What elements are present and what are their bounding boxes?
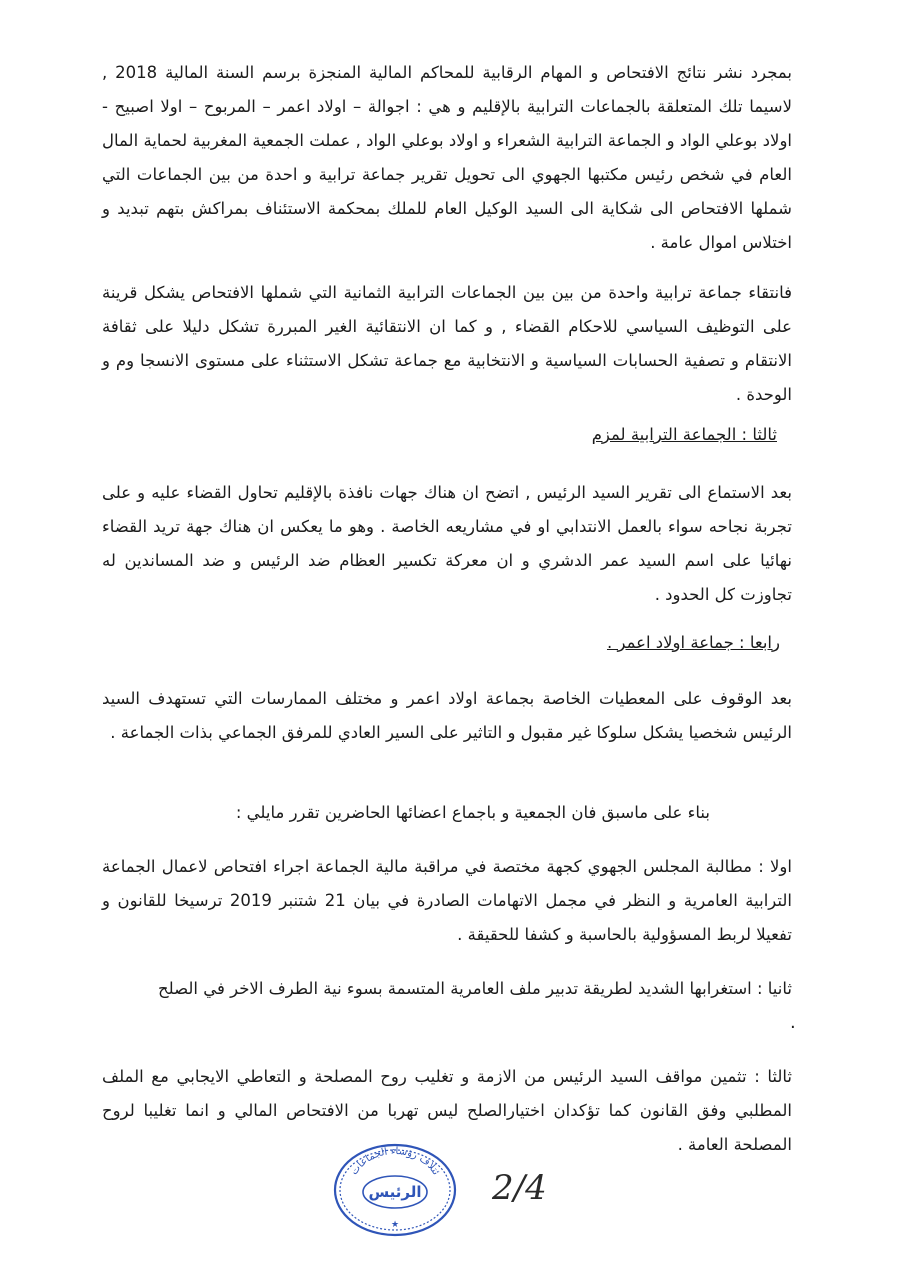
- stamp-arc-text: ئتلاف رؤساء الجماعات: [348, 1145, 442, 1178]
- svg-text:ئتلاف رؤساء الجماعات: [349, 1146, 442, 1177]
- stamp-seal-graphic: [330, 1140, 460, 1240]
- section-heading-lamzem: ثالثا : الجماعة الترابية لمزم: [591, 425, 777, 444]
- paragraph-second-decision: ثانيا : استغرابها الشديد لطريقة تدبير ملف العامرية المتسمة بسوء نية الطرف الاخر في الصلح: [157, 979, 792, 998]
- president-stamp: [330, 1140, 460, 1240]
- stamp-center-text: الرئيس: [368, 1183, 422, 1201]
- paragraph-lamzem: بعد الاستماع الى تقرير السيد الرئيس , اتضح ان هناك جهات نافذة بالإقليم تحاول القضاء عليه و على تجربة نجاحه سواء بالعمل الانتدابي او في مشاريعه الخاصة . وهو ما يعكس ان هناك جهة تريد القضاء نهائيا على اسم السيد عمر الدشري و ان معركة تكسير العظام ضد الرئيس و ضد المساندين له تجاوزت كل الحدود .: [102, 483, 792, 604]
- stamp-star: ★: [390, 1220, 400, 1230]
- paragraph-oulad-amer: بعد الوقوف على المعطيات الخاصة بجماعة اولاد اعمر و مختلف الممارسات التي تستهدف السيد الرئيس شخصيا يشكل سلوكا غير مقبول و التاثير على السير العادي للمرفق الجماعي بذات الجماعة .: [102, 689, 792, 742]
- trailing-dot: .: [790, 1012, 796, 1033]
- paragraph-decision-intro: بناء على ماسبق فان الجمعية و باجماع اعضائها الحاضرين تقرر مايلي :: [235, 803, 710, 822]
- paragraph-third-decision: ثالثا : تثمين مواقف السيد الرئيس من الازمة و تغليب روح المصلحة و التعاطي الايجابي مع الملف المطلبي وفق القانون كما تؤكدان اختيارالصلح ليس تهربا من الافتحاص المالي و انما تغليبا لروح المصلحة العامة .: [102, 1067, 792, 1154]
- page-number: 2/4: [492, 1168, 547, 1208]
- paragraph-first-decision: اولا : مطالبة المجلس الجهوي كجهة مختصة في مراقبة مالية الجماعة اجراء افتحاص لاعمال الجماعة الترابية العامرية و النظر في مجمل الاتهامات الصادرة في بيان 21 شتنبر 2019 ترسيخا للقانون و تفعيلا لربط المسؤولية بالحاسبة و كشفا للحقيقة .: [102, 857, 793, 944]
- paragraph-selection: فانتقاء جماعة ترابية واحدة من بين بين الجماعات الترابية الثمانية التي شملها الافتحاص يشكل قرينة على التوظيف السياسي للاحكام القضاء , و كما ان الانتقائية الغير المبررة تشكل دليلا على ثقافة الانتقام و تصفية الحسابات السياسية و الانتخابية مع جماعة تشكل الاستثناء على مستوى الانسجا وم و الوحدة .: [102, 283, 792, 404]
- paragraph-intro: بمجرد نشر نتائج الافتحاص و المهام الرقابية للمحاكم المالية المنجزة برسم السنة المالية 2018 , لاسيما تلك المتعلقة بالجماعات الترابية بالإقليم و هي : اجوالة – اولاد اعمر – المربوح – اولا اصبيح - اولاد بوعلي الواد و الجماعة الترابية الشعراء و اولاد بوعلي الواد , عملت الجمعية المغربية لحماية المال العام في شخص رئيس مكتبها الجهوي الى تحويل تقرير جماعة ترابية و احدة من بين الجماعات التي شملها الافتحاص الى شكاية الى السيد الوكيل العام للملك بمحكمة الاستئناف بمراكش بتهم تبديد و اختلاس اموال عامة .: [102, 63, 792, 252]
- section-heading-oulad-amer: رابعا : جماعة اولاد اعمر .: [606, 633, 780, 652]
